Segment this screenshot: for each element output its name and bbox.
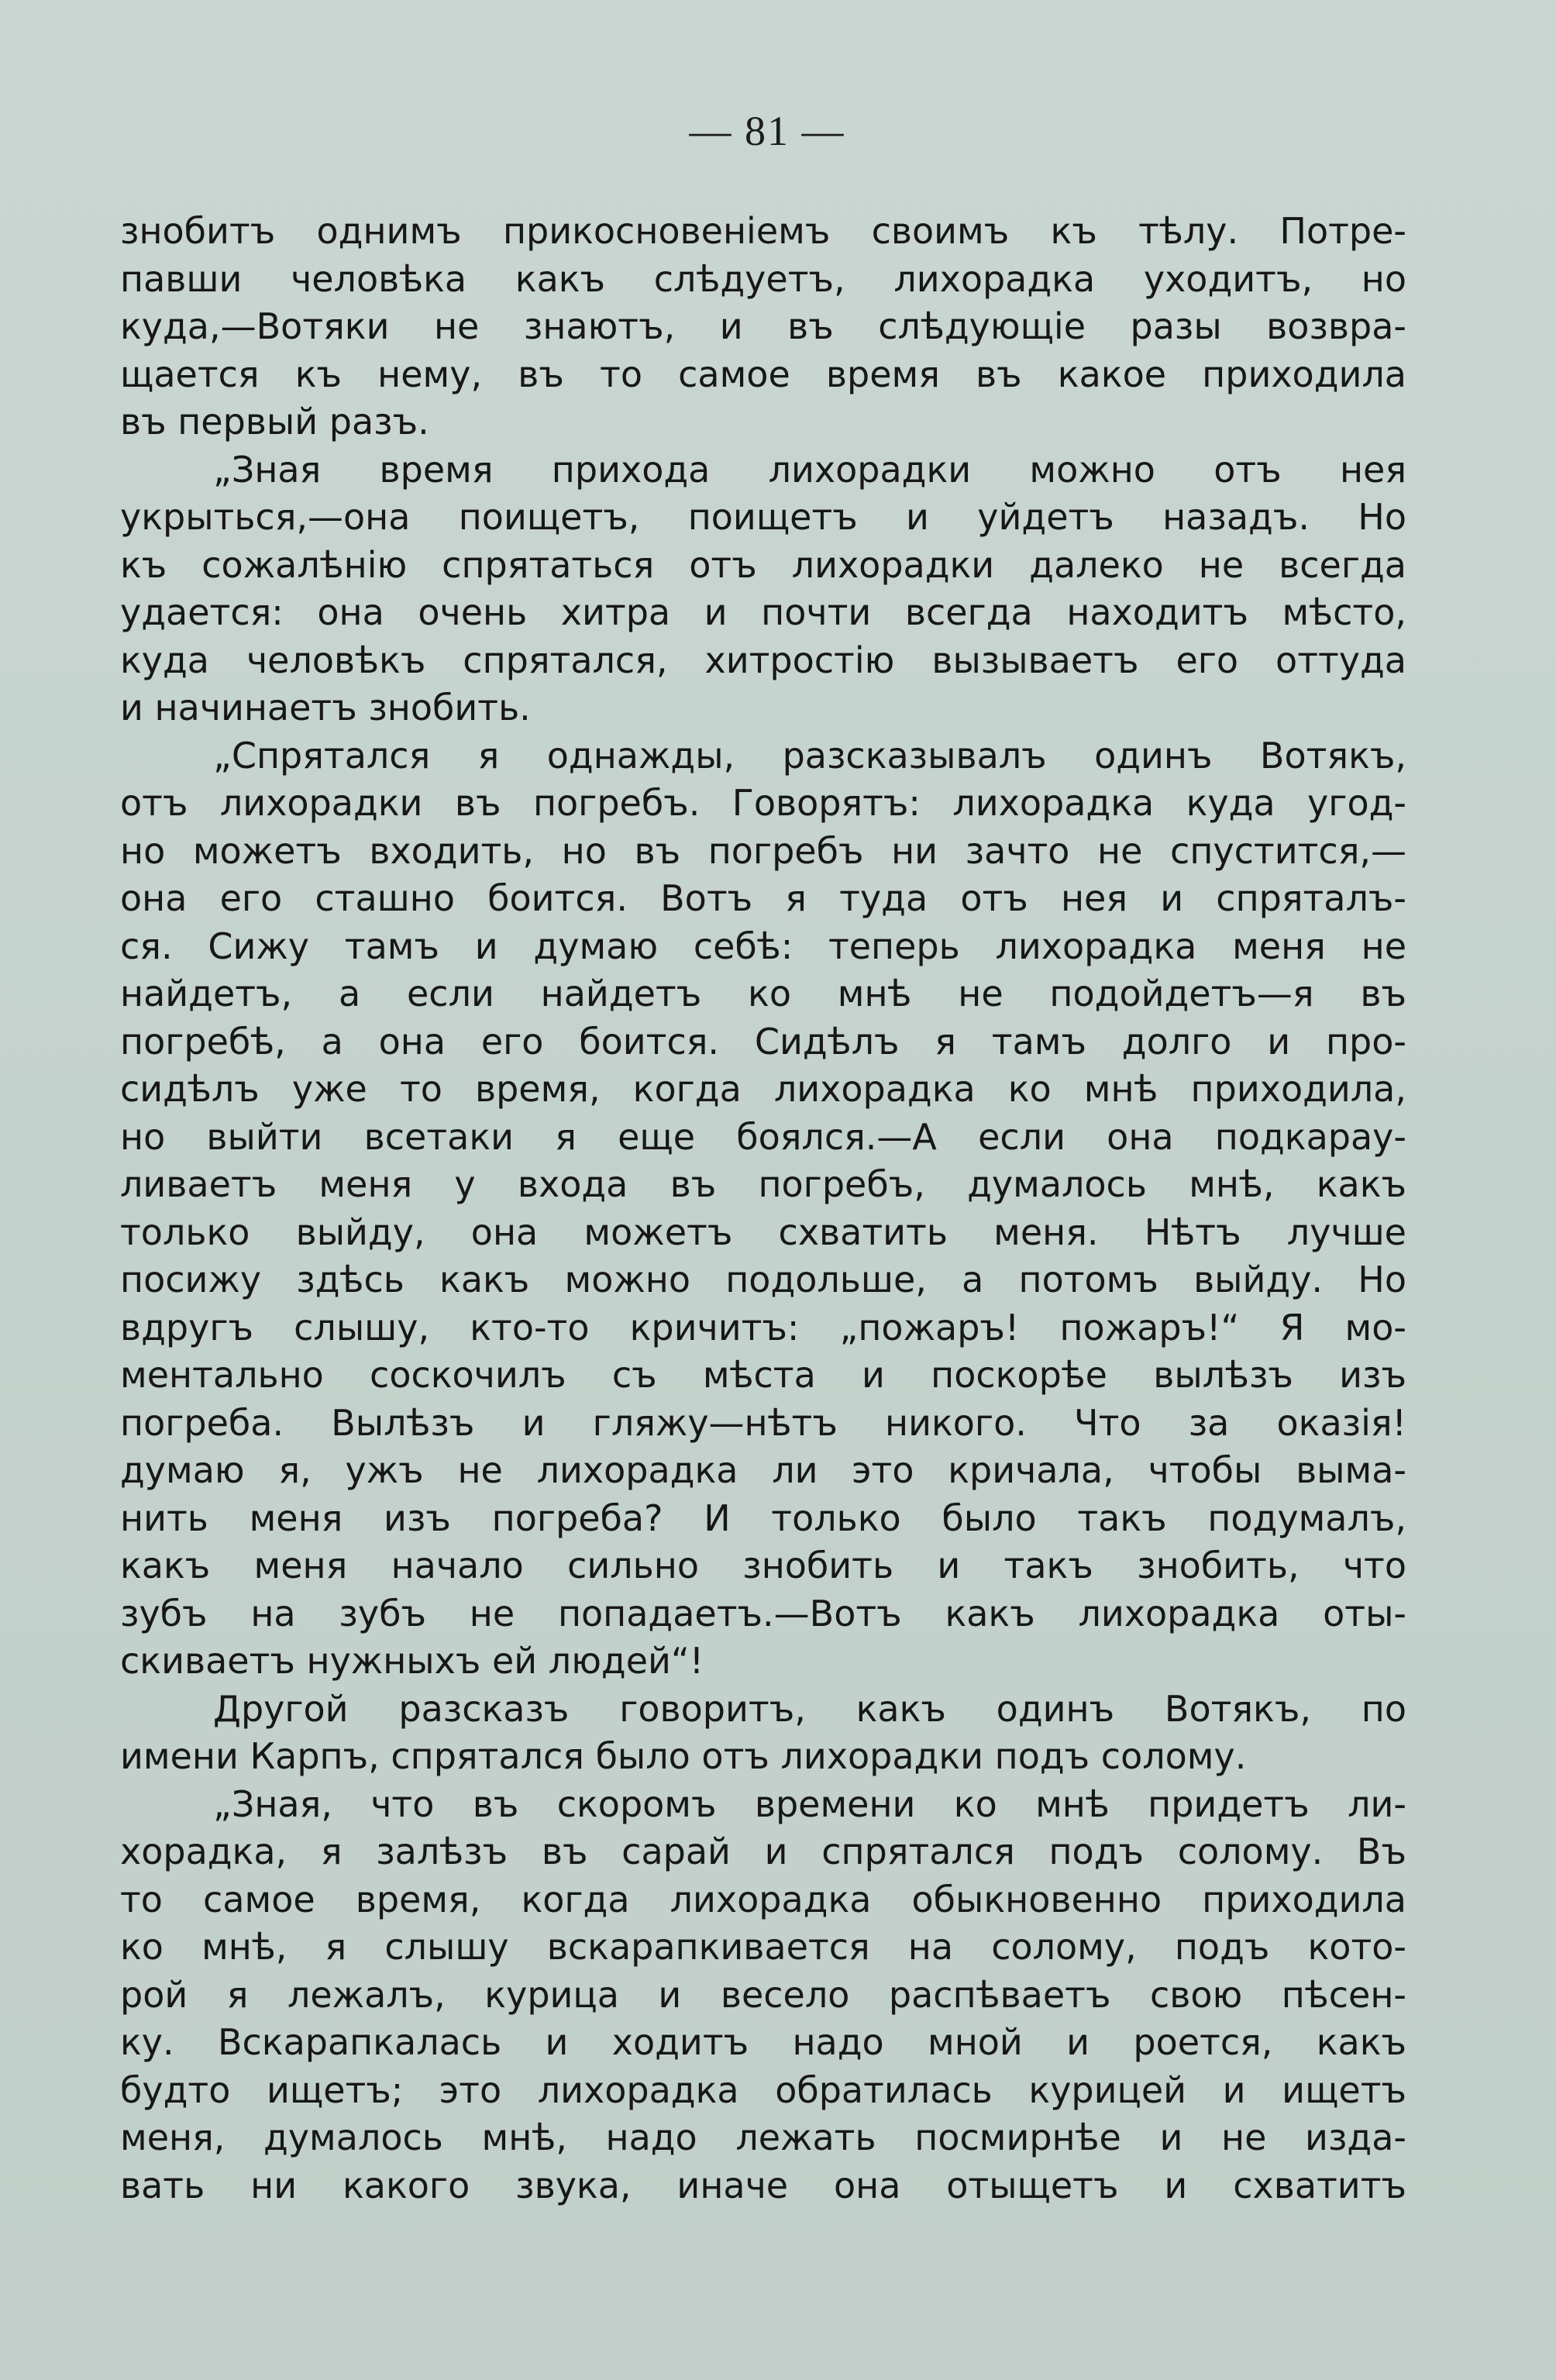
text-line: зубъ на зубъ не попадаетъ.—Вотъ какъ лихорадка оты- (120, 1592, 1406, 1634)
text-line: то самое время, когда лихорадка обыкновенно приходила (120, 1878, 1406, 1920)
text-line: отъ лихорадки въ погребъ. Говорятъ: лихорадка куда угод- (120, 782, 1406, 824)
text-line: ливаетъ меня у входа въ погребъ, думалось мнѣ, какъ (120, 1163, 1406, 1205)
text-line: думаю я, ужъ не лихорадка ли это кричала, чтобы выма- (120, 1449, 1406, 1491)
text-line: только выйду, она можетъ схватить меня. Нѣтъ лучше (120, 1211, 1406, 1253)
text-line: ментально соскочилъ съ мѣста и поскорѣе вылѣзъ изъ (120, 1354, 1406, 1396)
text-line: сидѣлъ уже то время, когда лихорадка ко мнѣ приходила, (120, 1068, 1406, 1110)
page-number: — 81 — (689, 108, 845, 154)
text-line: ся. Сижу тамъ и думаю себѣ: теперь лихорадка меня не (120, 925, 1406, 967)
text-line: въ первый разъ. (120, 401, 429, 443)
text-line: вать ни какого звука, иначе она отыщетъ и схватитъ (120, 2164, 1406, 2206)
text-line: будто ищетъ; это лихорадка обратилась курицей и ищетъ (120, 2068, 1406, 2111)
text-line: имени Карпъ, спрятался было отъ лихорадки подъ солому. (120, 1735, 1247, 1777)
text-line: меня, думалось мнѣ, надо лежать посмирнѣе и не изда- (120, 2117, 1406, 2158)
text-line: Другой разсказъ говоритъ, какъ одинъ Вотякъ, по (213, 1687, 1406, 1730)
text-line: „Зная, что въ скоромъ времени ко мнѣ придетъ ли- (213, 1782, 1406, 1825)
body-text (120, 208, 1406, 2210)
text-line: погреба. Вылѣзъ и гляжу—нѣтъ никого. Что за оказiя! (120, 1401, 1406, 1444)
text-line: найдетъ, а если найдетъ ко мнѣ не подойдетъ—я въ (120, 973, 1406, 1014)
text-line: павши человѣка какъ слѣдуетъ, лихорадка уходитъ, но (120, 257, 1406, 300)
text-line: ко мнѣ, я слышу вскарапкивается на солому, подъ кото- (120, 1926, 1406, 1968)
text-line: и начинаетъ знобить. (120, 687, 531, 728)
text-line: „Зная время прихода лихорадки можно отъ нея (213, 448, 1406, 491)
text-line: куда,—Вотяки не знаютъ, и въ слѣдующiе разы возвра- (120, 305, 1406, 347)
text-line: куда человѣкъ спрятался, хитростiю вызываетъ его оттуда (120, 639, 1406, 681)
text-line: но выйти всетаки я еще боялся.—А если она подкарау- (120, 1115, 1406, 1158)
text-line: скиваетъ нужныхъ ей людей“! (120, 1640, 704, 1682)
text-line: какъ меня начало сильно знобить и такъ знобить, что (120, 1545, 1406, 1586)
text-line: „Спрятался я однажды, разсказывалъ одинъ Вотякъ, (213, 734, 1406, 777)
text-line: хорадка, я залѣзъ въ сарай и спрятался подъ солому. Въ (120, 1831, 1406, 1872)
text-line: удается: она очень хитра и почти всегда находитъ мѣсто, (120, 591, 1406, 633)
text-line: ку. Вскарапкалась и ходитъ надо мной и роется, какъ (120, 2021, 1406, 2063)
text-line: укрыться,—она поищетъ, поищетъ и уйдетъ назадъ. Но (120, 496, 1406, 538)
text-line: посижу здѣсь какъ можно подольше, а потомъ выйду. Но (120, 1259, 1406, 1300)
text-line: знобитъ однимъ прикосновенiемъ своимъ къ тѣлу. Потре- (120, 210, 1406, 252)
text-line: нить меня изъ погреба? И только было такъ подумалъ, (120, 1497, 1406, 1539)
text-line: погребѣ, а она его боится. Сидѣлъ я тамъ долго и про- (120, 1020, 1406, 1063)
text-line: къ сожалѣнiю спрятаться отъ лихорадки далеко не всегда (120, 543, 1406, 586)
text-line: щается къ нему, въ то самое время въ какое приходила (120, 353, 1406, 395)
text-line: рой я лежалъ, курица и весело распѣваетъ свою пѣсен- (120, 1973, 1406, 2016)
text-line: она его сташно боится. Вотъ я туда отъ нея и спряталъ- (120, 877, 1406, 919)
text-line: вдругъ слышу, кто-то кричитъ: „пожаръ! пожаръ!“ Я мо- (120, 1306, 1406, 1348)
text-line: но можетъ входить, но въ погребъ ни зачто не спустится,— (120, 829, 1406, 872)
